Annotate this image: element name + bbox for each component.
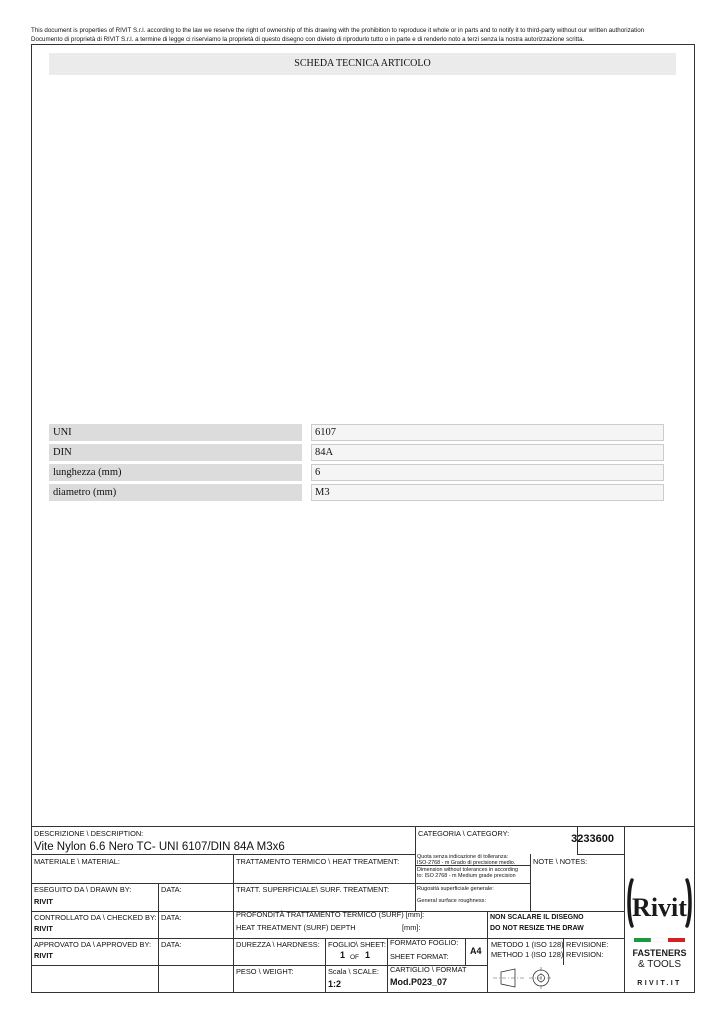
sheet-label: FOGLIO\ SHEET: [328,940,386,949]
rivit-logo-mark-icon [624,852,695,993]
spec-row-din [49,444,664,461]
tolerance-note-4: to: ISO 2768 - m Medium grade precision [417,873,516,879]
depth-label-en: HEAT TREATMENT (SURF) DEPTH [236,923,356,932]
tb-line [465,938,466,965]
tb-line [233,854,234,993]
format-value: A4 [470,946,482,956]
description-label: DESCRIZIONE \ DESCRIPTION: [34,829,144,838]
spec-row-uni [49,424,664,441]
roughness-label-it: Rugosità superficiale generale: [417,886,494,892]
depth-unit: [mm]: [402,923,421,932]
spec-value: 84A [311,444,664,461]
tb-line [387,938,388,993]
drawn-by-label: ESEGUITO DA \ DRAWN BY: [34,885,132,894]
cartiglio-label: CARTIGLIO \ FORMAT [390,965,467,974]
tb-line [158,883,159,993]
spec-value: 6107 [311,424,664,441]
revision-label-it: REVISIONE: [566,940,609,949]
checked-by-label: CONTROLLATO DA \ CHECKED BY: [34,913,157,922]
tb-line [31,854,415,855]
logo-wordmark: Rivit [632,893,687,922]
revision-label-en: REVISION: [566,950,604,959]
checked-by-value: RIVIT [34,924,53,933]
format-label-it: FORMATO FOGLIO: [390,938,459,947]
spec-key: DIN [49,444,302,461]
spec-row-diameter [49,484,664,501]
method-en: METHOD 1 (ISO 128) [491,950,564,959]
logo-tagline-1: FASTENERS [632,948,687,958]
description-value: Vite Nylon 6.6 Nero TC- UNI 6107/DIN 84A M3x6 [34,841,285,853]
approved-by-value: RIVIT [34,951,53,960]
tb-line [487,911,488,993]
depth-label-it: PROFONDITÀ TRATTAMENTO TERMICO (SURF) [mm]: [236,910,425,919]
format-label-en: SHEET FORMAT: [390,952,449,961]
sheet-total: 1 [365,950,371,960]
copyright-notice-it: Documento di proprietà di RIVIT S.r.l. a termine di legge ci riserviamo la proprietà di questo disegno con divieto di riprodurlo tutto o in parte e di renderlo noto a terzi senza la nostra autorizzazione scritta. [31,36,585,43]
weight-label: PESO \ WEIGHT: [236,967,294,976]
spec-key: UNI [49,424,302,441]
copyright-notice-en: This document is properties of RIVIT S.r.l. according to the law we reserve the right of ownership of this drawing with the prohibition to reproduce it whole or in parts and to notify it to third-party without our written authorization [31,27,645,34]
article-code: 3233600 [571,833,614,845]
no-scale-en: DO NOT RESIZE THE DRAW [490,925,584,932]
tb-line [530,854,531,911]
sheet-title: SCHEDA TECNICA ARTICOLO [49,53,676,75]
spec-row-length [49,464,664,481]
spec-key: lunghezza (mm) [49,464,302,481]
tolerance-note-1: Quota senza indicazione di tolleranza: [417,854,509,860]
drawn-date-label: DATA: [161,885,182,894]
heat-treatment-label: TRATTAMENTO TERMICO \ HEAT TREATMENT: [236,857,400,866]
title-block [31,826,695,993]
tb-line [31,883,530,884]
surface-treatment-label: TRATT. SUPERFICIALE\ SURF. TREATMENT: [236,885,390,894]
scale-value: 1:2 [328,979,342,989]
hardness-label: DUREZZA \ HARDNESS: [236,940,320,949]
tb-line [31,938,624,939]
tb-line [325,938,326,993]
roughness-label-en: General surface roughness: [417,898,487,904]
tb-line [577,854,624,855]
method-it: METODO 1 (ISO 128) [491,940,564,949]
spec-value: M3 [311,484,664,501]
sheet-of: OF [350,954,360,961]
logo-tagline-2: & TOOLS [638,959,681,970]
cartiglio-value: Mod.P023_07 [390,977,448,987]
checked-date-label: DATA: [161,913,182,922]
approved-by-label: APPROVATO DA \ APPROVED BY: [34,940,152,949]
drawn-by-value: RIVIT [34,897,53,906]
logo-site: RIVIT.IT [637,980,682,987]
tb-line [415,826,416,911]
notes-label: NOTE \ NOTES: [533,857,588,866]
tolerance-note-2: ISO-2768 - m Grado di precisione medio. [417,860,516,866]
spec-value: 6 [311,464,664,481]
category-label: CATEGORIA \ CATEGORY: [418,829,510,838]
approved-date-label: DATA: [161,940,182,949]
tolerance-note-3: Dimension without tolerances in according [417,867,518,873]
spec-key: diametro (mm) [49,484,302,501]
scale-label: Scala \ SCALE: [328,967,379,976]
sheet-number: 1 [340,950,346,960]
tb-line [31,826,695,827]
material-label: MATERIALE \ MATERIAL: [34,857,120,866]
projection-symbol-icon [491,966,561,990]
no-scale-it: NON SCALARE IL DISEGNO [490,914,584,921]
rivit-logo [624,852,695,993]
